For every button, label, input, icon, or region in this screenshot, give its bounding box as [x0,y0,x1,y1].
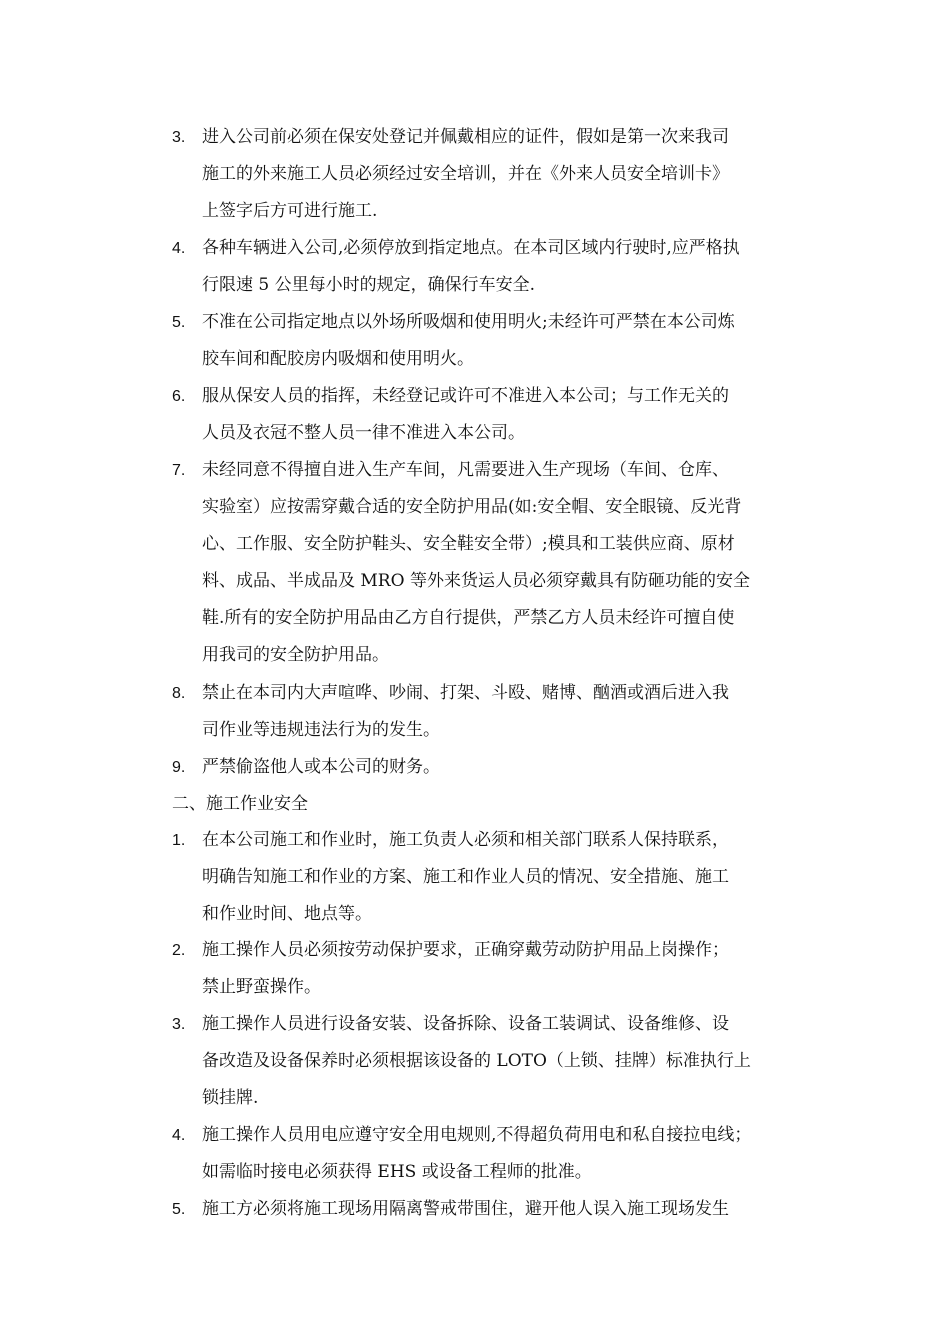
list-item [172,1191,822,1228]
item-text-line: 施工的外来施工人员必须经过安全培训，并在《外来人员安全培训卡》 [202,164,729,184]
list-item [172,1117,822,1191]
list-item [172,822,822,933]
item-text-line: 不准在公司指定地点以外场所吸烟和使用明火;未经许可严禁在本公司炼 [202,312,735,332]
item-number: 2. [172,942,186,959]
item-text-line: 严禁偷盗他人或本公司的财务。 [202,757,440,777]
list-item [172,1006,822,1117]
item-number: 6. [172,388,186,405]
item-number: 4. [172,1127,186,1144]
item-text-line: 胶车间和配胶房内吸烟和使用明火。 [202,349,474,369]
list-item [172,230,822,304]
item-text-line: 上签字后方可进行施工. [202,201,378,221]
section-heading: 二、施工作业安全 [172,794,308,814]
item-number: 5. [172,314,186,331]
list-item [172,452,822,674]
item-text-line: 心、工作服、安全防护鞋头、安全鞋安全带）;模具和工装供应商、原材 [202,534,735,554]
item-text-line: 未经同意不得擅自进入生产车间，凡需要进入生产现场（车间、仓库、 [202,460,729,480]
list-item [172,675,822,749]
item-text-line: 进入公司前必须在保安处登记并佩戴相应的证件，假如是第一次来我司 [202,127,729,147]
item-number: 3. [172,129,186,146]
item-number: 3. [172,1016,186,1033]
item-text-line: 施工方必须将施工现场用隔离警戒带围住，避开他人误入施工现场发生 [202,1199,729,1219]
list-item [172,378,822,452]
item-text-line: 禁止在本司内大声喧哗、吵闹、打架、斗殴、赌博、酗酒或酒后进入我 [202,683,729,703]
item-text-line: 施工操作人员必须按劳动保护要求，正确穿戴劳动防护用品上岗操作； [202,940,729,960]
item-text-line: 用我司的安全防护用品。 [202,645,389,665]
item-text-line: 鞋.所有的安全防护用品由乙方自行提供，严禁乙方人员未经许可擅自使 [202,608,735,628]
list-item [172,932,822,1006]
item-number: 9. [172,759,186,776]
item-text-line: 各种车辆进入公司,必须停放到指定地点。在本司区域内行驶时,应严格执 [202,238,740,258]
list-item [172,304,822,378]
item-text-line: 如需临时接电必须获得 EHS 或设备工程师的批准。 [202,1162,592,1182]
item-text-line: 施工操作人员进行设备安装、设备拆除、设备工装调试、设备维修、设 [202,1014,729,1034]
item-text-line: 服从保安人员的指挥，未经登记或许可不准进入本公司；与工作无关的 [202,386,729,406]
list-item [172,119,822,230]
item-text-line: 料、成品、半成品及 MRO 等外来货运人员必须穿戴具有防砸功能的安全 [202,571,750,591]
item-number: 5. [172,1201,186,1218]
item-number: 4. [172,240,186,257]
item-number: 7. [172,462,186,479]
item-text-line: 施工操作人员用电应遵守安全用电规则,不得超负荷用电和私自接拉电线； [202,1125,752,1145]
item-number: 1. [172,832,186,849]
item-text-line: 明确告知施工和作业的方案、施工和作业人员的情况、安全措施、施工 [202,867,729,887]
item-text-line: 司作业等违规违法行为的发生。 [202,720,440,740]
item-text-line: 行限速 5 公里每小时的规定，确保行车安全. [202,275,536,295]
item-text-line: 实验室）应按需穿戴合适的安全防护用品(如:安全帽、安全眼镜、反光背 [202,497,742,517]
item-text-line: 备改造及设备保养时必须根据该设备的 LOTO（上锁、挂牌）标准执行上 [202,1051,751,1071]
list-item [172,749,822,786]
item-text-line: 和作业时间、地点等。 [202,904,372,924]
item-number: 8. [172,685,186,702]
item-text-line: 锁挂牌. [202,1088,259,1108]
item-text-line: 人员及衣冠不整人员一律不准进入本公司。 [202,423,525,443]
item-text-line: 在本公司施工和作业时，施工负责人必须和相关部门联系人保持联系， [202,830,729,850]
item-text-line: 禁止野蛮操作。 [202,977,321,997]
